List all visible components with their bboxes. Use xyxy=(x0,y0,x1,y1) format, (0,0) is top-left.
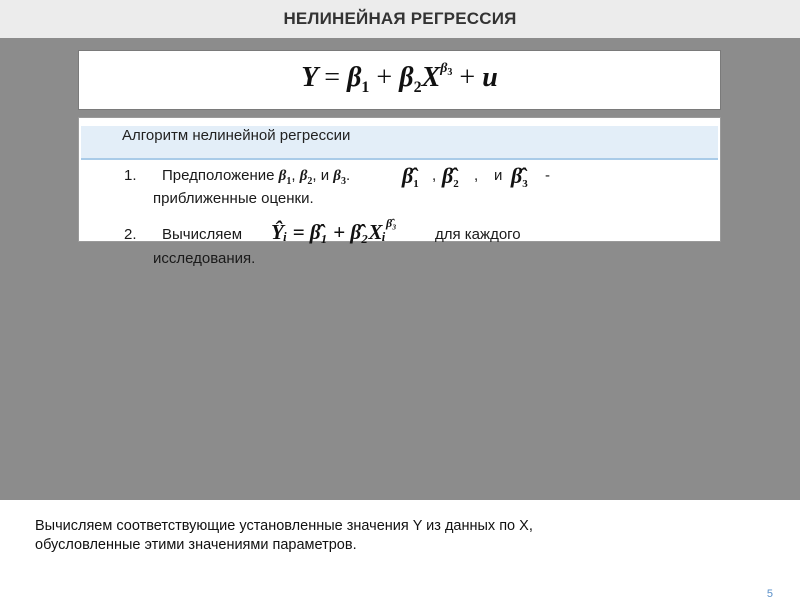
item1-beta2: $\beta_2$ xyxy=(299,168,313,187)
formula-exp-sub: 3 xyxy=(447,67,453,78)
item1-text-a: Предположение xyxy=(162,167,275,184)
footer-text xyxy=(35,517,755,555)
formula-beta1-sub: 1 xyxy=(361,79,370,96)
item2-number: 2. xyxy=(124,226,137,243)
page-number: 5 xyxy=(766,588,773,600)
formula-equals: = xyxy=(324,62,341,93)
formula-beta1: β xyxy=(347,62,362,93)
item2-text-a: Вычисляем xyxy=(162,226,243,243)
formula-plus1: + xyxy=(376,62,393,93)
formula-beta2: β xyxy=(399,62,414,93)
item1-text-b: приближенные оценки. xyxy=(153,190,314,207)
footer-line1: Вычисляем соответствующие установленные значения Y из данных по X, xyxy=(35,518,533,534)
item1-comma: , xyxy=(291,167,296,184)
formula-y: Y xyxy=(301,62,318,93)
item1-beta1: $\beta_1$ xyxy=(278,168,292,187)
item2-formula: Ŷᵢ = β̂₁ + β̂₂Xᵢ$^{\betâ_3}$ xyxy=(271,216,397,244)
item1-hat-beta2: $\betâ_2$ xyxy=(442,163,459,190)
slide-title: НЕЛИНЕЙНАЯ РЕГРЕССИЯ xyxy=(283,9,517,28)
algorithm-title: Алгоритм нелинейной регрессии xyxy=(122,127,351,144)
item1-number: 1. xyxy=(124,167,137,184)
item1-hat-comma2: , xyxy=(474,167,479,184)
item1-hat-and: и xyxy=(494,167,503,184)
formula-beta2-sub: 2 xyxy=(413,79,422,96)
formula-u: u xyxy=(482,62,498,93)
formula-exp-beta: β xyxy=(440,61,448,76)
item1-beta3: $\beta_3$ xyxy=(333,168,346,187)
item2-text-b: для каждого xyxy=(435,226,521,243)
formula-x: X xyxy=(421,62,441,93)
main-formula xyxy=(79,61,720,97)
formula-plus2: + xyxy=(459,62,476,93)
main-formula-box xyxy=(78,50,721,110)
item1-dash: - xyxy=(545,167,550,184)
item1-hat-beta1: $\betâ_1$ xyxy=(402,163,419,190)
item1-hat-comma1: , xyxy=(432,167,437,184)
item1-text xyxy=(162,167,350,187)
slide-title-bar xyxy=(0,0,800,38)
item1-hat-beta3: $\betâ_3$ xyxy=(511,163,528,190)
item1-and: , и xyxy=(312,167,330,184)
item2-text-c: исследования. xyxy=(153,250,256,267)
footer-line2: обусловленные этими значениями параметров. xyxy=(35,537,357,553)
item1-dot: . xyxy=(345,167,351,184)
